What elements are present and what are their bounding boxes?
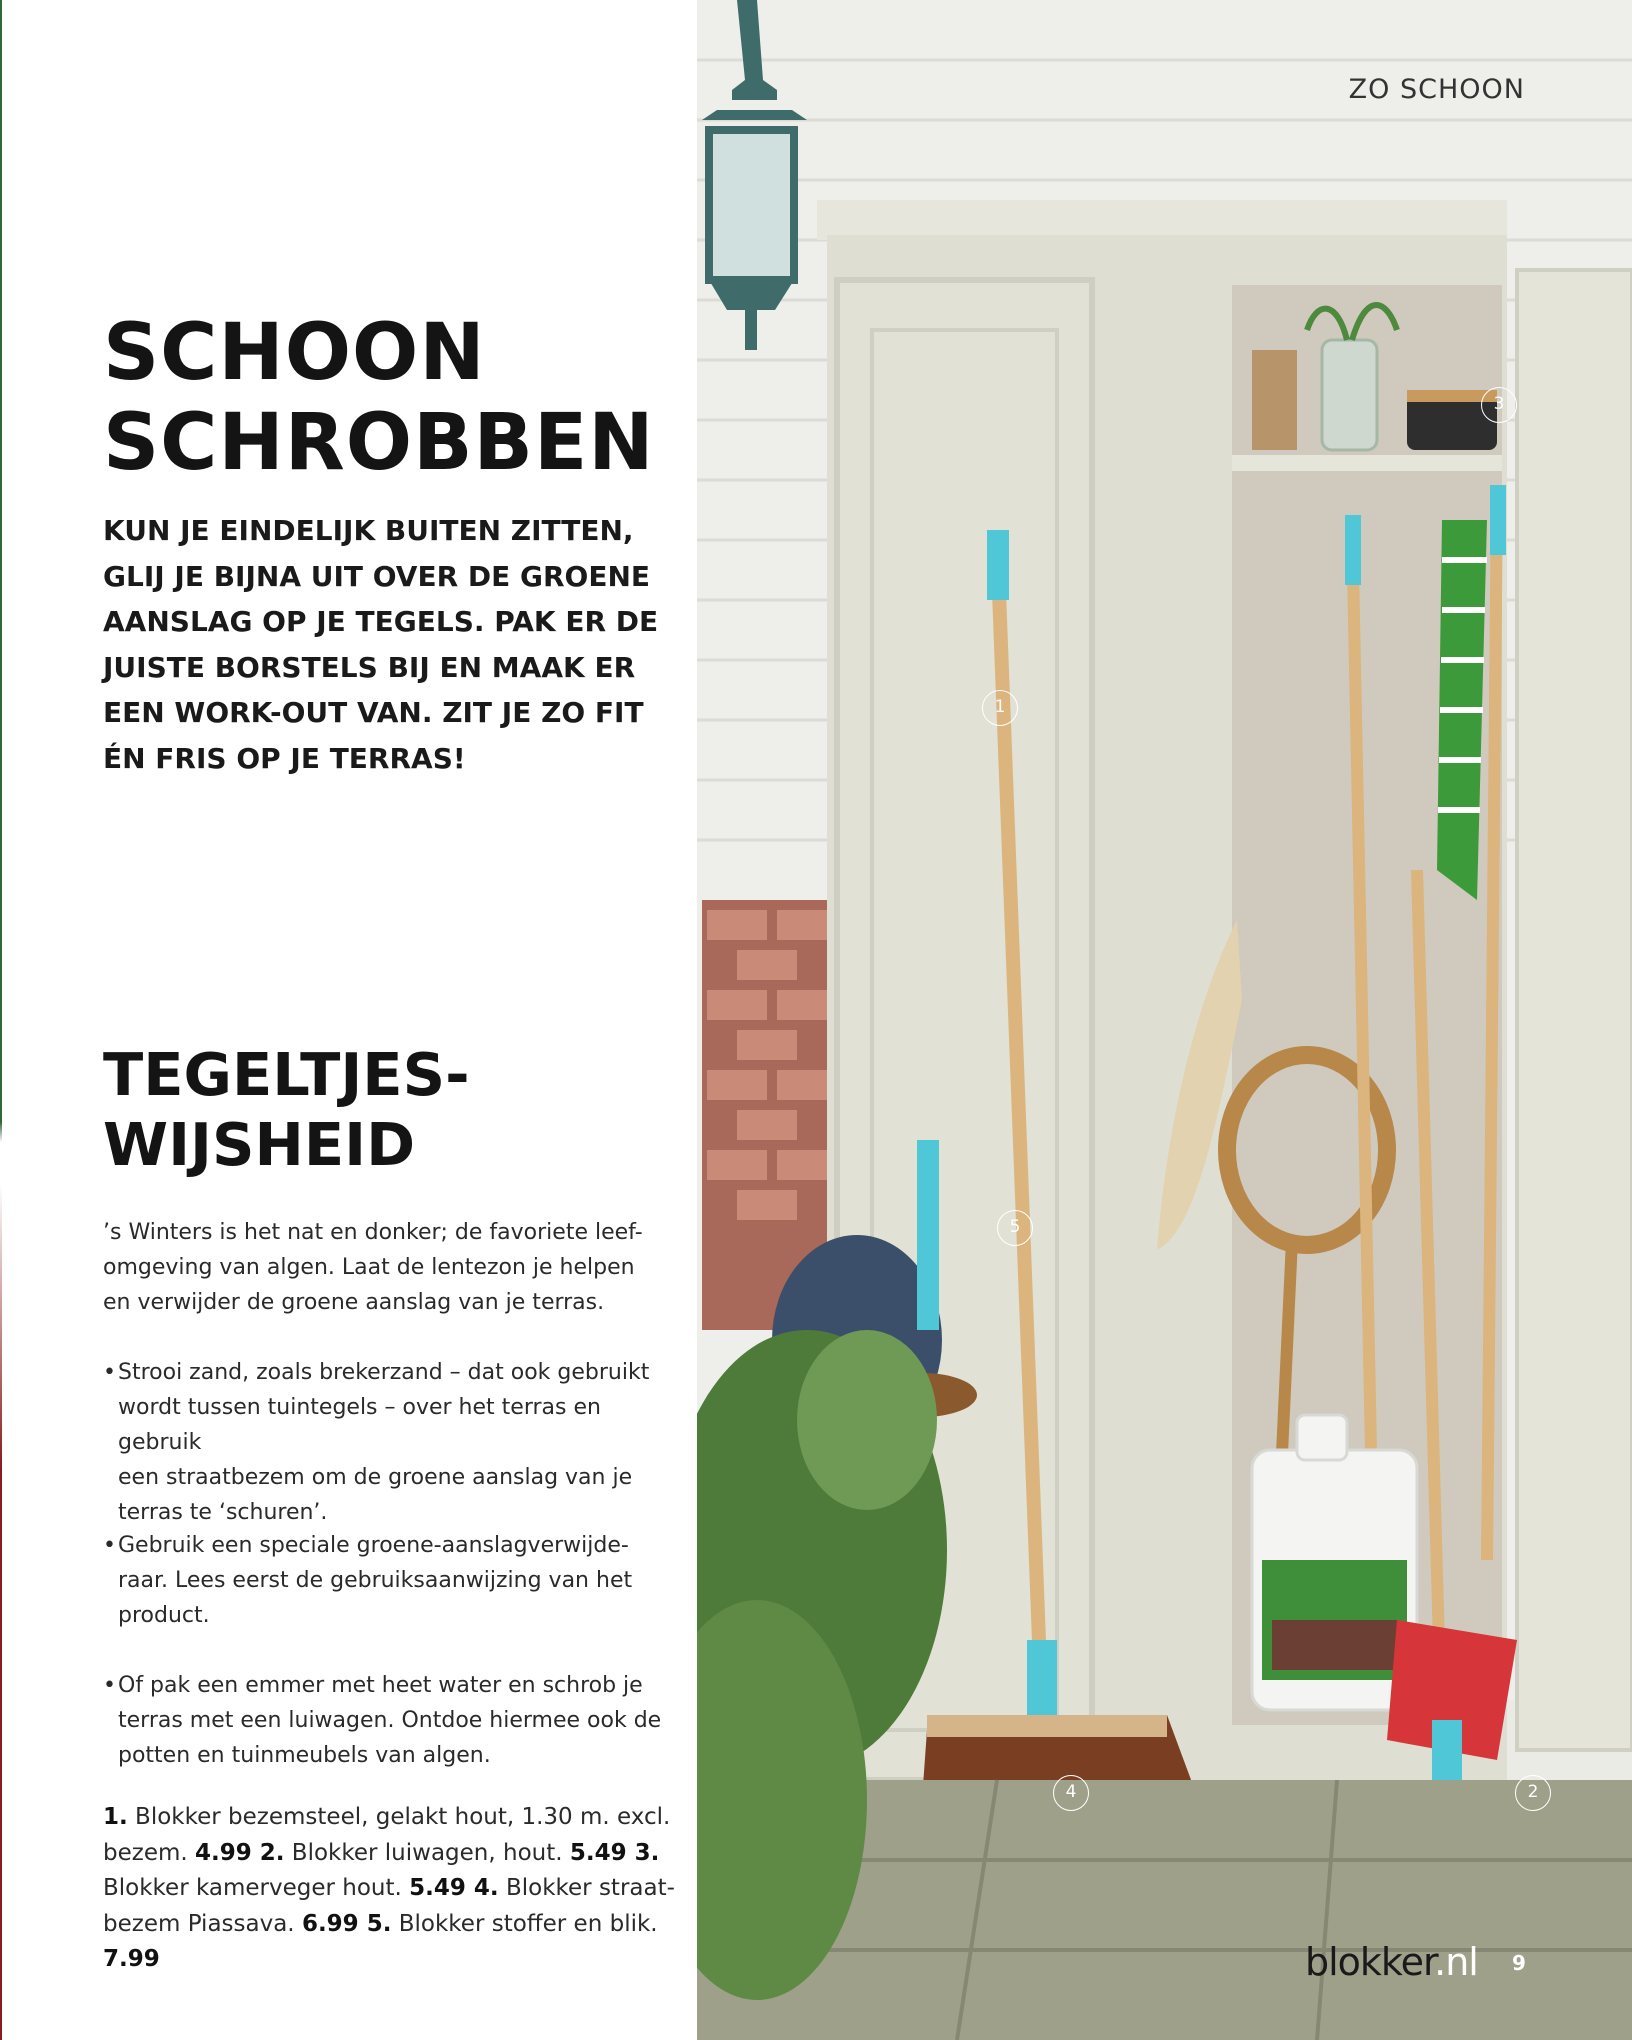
intro-line: ÉN FRIS OP JE TERRAS! (103, 741, 466, 775)
photo-marker-5: 5 (997, 1210, 1033, 1246)
bullet-line: wordt tussen tuintegels – over het terras en gebruik (118, 1395, 601, 1455)
product-description: Blokker bezemsteel, gelakt hout, 1.30 m. excl. bezem. (103, 1804, 671, 1866)
bullet-dot: • (103, 1533, 116, 1558)
product-price: 6.99 (301, 1910, 359, 1937)
paragraph-line: en verwijder de groene aanslag van je terras. (103, 1290, 605, 1315)
bullet-line: Of pak een emmer met heet water en schrob je (118, 1673, 643, 1698)
bullet-line: een straatbezem om de groene aanslag van je (118, 1465, 633, 1490)
intro-line: EEN WORK-OUT VAN. ZIT JE ZO FIT (103, 696, 644, 729)
page-title-line-1: SCHOON (103, 308, 486, 398)
intro-line: KUN JE EINDELIJK BUITEN ZITTEN, (103, 514, 634, 547)
intro-line: GLIJ JE BIJNA UIT OVER DE GROENE (103, 559, 651, 593)
green-shrub-highlight (797, 1330, 937, 1510)
bullet-dot: • (103, 1360, 116, 1385)
product-description: Blokker luiwagen, hout. (284, 1839, 570, 1866)
page-title-line-2: SCHROBBEN (103, 398, 655, 488)
intro-line: JUISTE BORSTELS BIJ EN MAAK ER (103, 650, 636, 684)
paragraph-line: ’s Winters is het nat en donker; de favoriete leef- (103, 1220, 643, 1245)
brand-logo-suffix: .nl (1434, 1940, 1478, 1984)
bullet-line: Strooi zand, zoals brekerzand – dat ook gebruikt (118, 1360, 650, 1385)
dustpan-brush-handle (917, 1140, 939, 1330)
product-description: Blokker straat-bezem Piassava. (103, 1875, 675, 1937)
tip-bullet-3 (103, 1668, 673, 1773)
bullet-line: Gebruik een speciale groene-aanslagverwijde- (118, 1533, 629, 1558)
tip-bullet-2 (103, 1528, 673, 1633)
product-number: 1. (103, 1804, 128, 1830)
paragraph-line: omgeving van algen. Laat de lentezon je helpen (103, 1255, 635, 1280)
brand-logo (1305, 1940, 1478, 1984)
product-number: 5. (358, 1910, 392, 1937)
broom-connector (1027, 1640, 1057, 1720)
product-description: Blokker kamerveger hout. (103, 1875, 410, 1901)
intro-line: AANSLAG OP JE TEGELS. PAK ER DE (103, 605, 659, 638)
jerrycan-label-photo (1272, 1620, 1397, 1670)
bullet-line: potten en tuinmeubels van algen. (118, 1743, 491, 1768)
intro-text (103, 508, 683, 781)
mop-handle-cap (1345, 515, 1361, 585)
street-broom-head (927, 1715, 1167, 1737)
brush-handle-cap (1490, 485, 1506, 555)
photo-marker-3: 3 (1481, 387, 1517, 423)
product-number: 4. (465, 1875, 499, 1901)
peat-pots (1252, 350, 1297, 450)
page-edge-strip (0, 0, 2, 2040)
product-number: 2. (251, 1839, 285, 1866)
product-photo (697, 0, 1632, 2040)
cabinet-top (817, 200, 1507, 240)
page-title (103, 308, 655, 488)
photo-illustration (697, 0, 1632, 2040)
product-list (103, 1800, 683, 1978)
bullet-line: raar. Lees eerst de gebruiksaanwijzing van het (118, 1568, 633, 1593)
brand-logo-main: blokker (1305, 1940, 1435, 1984)
cabinet-right-door (1517, 270, 1632, 1750)
page-number: 9 (1512, 1951, 1526, 1975)
glass-jar (1322, 340, 1377, 450)
photo-marker-2: 2 (1515, 1775, 1551, 1811)
section-label: ZO SCHOON (1348, 74, 1525, 105)
product-number: 3. (626, 1839, 660, 1866)
product-price: 4.99 (195, 1839, 252, 1866)
section-heading-line-1: TEGELTJES- (103, 1040, 470, 1109)
bullet-dot: • (103, 1673, 116, 1698)
cabinet-shelf (1232, 455, 1502, 471)
intro-paragraph (103, 1215, 673, 1320)
broom-stick-cap (987, 530, 1009, 600)
tip-bullet-1 (103, 1355, 673, 1530)
text-column (0, 0, 697, 2040)
product-description: Blokker stoffer en blik. (391, 1910, 658, 1937)
section-heading (103, 1040, 470, 1180)
product-price: 5.49 (409, 1875, 466, 1901)
bullet-line: product. (118, 1603, 210, 1628)
photo-marker-4: 4 (1053, 1775, 1089, 1811)
product-price: 7.99 (103, 1946, 160, 1972)
bullet-line: terras te ‘schuren’. (118, 1500, 328, 1525)
bullet-line: terras met een luiwagen. Ontdoe hiermee ook de (118, 1708, 662, 1733)
jerrycan-neck (1297, 1415, 1347, 1460)
product-price: 5.49 (569, 1839, 627, 1866)
section-heading-line-2: WIJSHEID (103, 1110, 416, 1179)
photo-marker-1: 1 (982, 690, 1018, 726)
